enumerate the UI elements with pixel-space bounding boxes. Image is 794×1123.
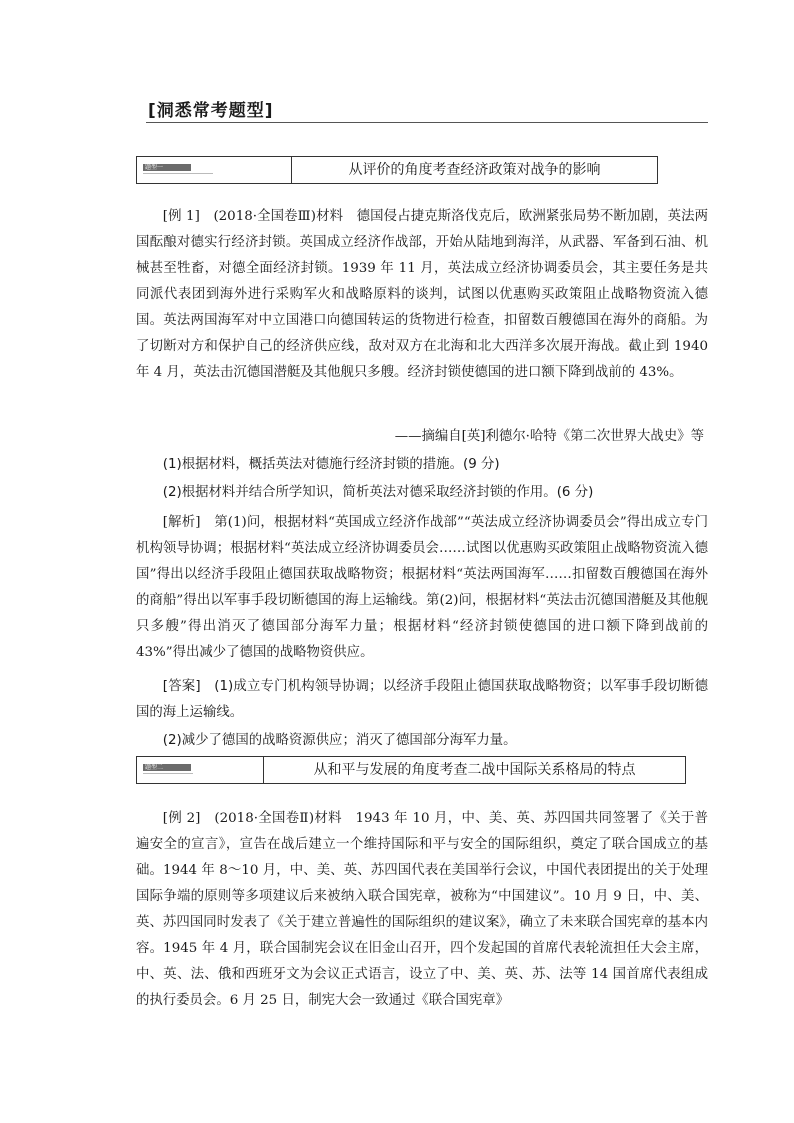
tag-underline bbox=[143, 173, 213, 174]
example-1-answer-1: [答案] (1)成立专门机构领导协调；以经济手段阻止德国获取战略物资；以军事手段切断德国的海上运输线。 bbox=[136, 679, 708, 720]
section-title: [洞悉常考题型] bbox=[148, 101, 274, 121]
topic-tag-cell-1 bbox=[137, 157, 292, 183]
example-1-question-2: (2)根据材料并结合所学知识，简析英法对德采取经济封锁的作用。(6 分) bbox=[162, 485, 594, 500]
tag-underline bbox=[143, 773, 193, 774]
topic-tag-1: 题型一 bbox=[143, 164, 191, 171]
topic-title-1: 从评价的角度考查经济政策对战争的影响 bbox=[348, 162, 601, 178]
example-1-source: ——摘编自[英]利德尔·哈特《第二次世界大战史》等 bbox=[394, 429, 704, 444]
topic-box-1 bbox=[136, 156, 658, 184]
topic-tag-2: 题型二 bbox=[143, 764, 191, 771]
example-1-material: [例 1] (2018·全国卷Ⅲ)材料 德国侵占捷克斯洛伐克后，欧洲紧张局势不断加剧，英法两国酝酿对德实行经济封锁。英国成立经济作战部，开始从陆地到海洋，从武器、军备到石油、机械甚至牲畜，对德全面经济封锁。1939 年 11 月，英法成立经济协调委员会，其主要任务是共同派代表团到海外进行采购军火和战略原料的谈判，试图以优惠购买政策阻止战略物资流入德国。英法两国海军对中立国港口向德国转运的货物进行检查，扣留数百艘德国在海外的商船。为了切断对方和保护自己的经济供应线，敌对双方在北海和北大西洋多次展开海战。截止到 1940 年 4 月，英法击沉德国潜艇及其他舰只多艘。经济封锁使德国的进口额下降到战前的 43%。 bbox=[136, 209, 708, 380]
example-1-answer-2: (2)减少了德国的战略资源供应；消灭了德国部分海军力量。 bbox=[162, 733, 517, 748]
topic-box-2 bbox=[136, 756, 686, 784]
example-2-material: [例 2] (2018·全国卷Ⅱ)材料 1943 年 10 月，中、美、英、苏四国共同签署了《关于普遍安全的宣言》，宣告在战后建立一个维持国际和平与安全的国际组织，奠定了联合国成立的基础。1944 年 8～10 月，中、美、英、苏四国代表在美国举行会议，中国代表团提出的关于处理国际争端的原则等多项建议后来被纳入联合国宪章，被称为“中国建议”。10 月 9 日，中、美、英、苏四国同时发表了《关于建立普遍性的国际组织的建议案》，确立了未来联合国宪章的基本内容。1945 年 4 月，联合国制宪会议在旧金山召开，四个发起国的首席代表轮流担任大会主席，中、英、法、俄和西班牙文为会议正式语言，设立了中、美、英、苏、法等 14 国首席代表组成的执行委员会。6 月 25 日，制宪大会一致通过《联合国宪章》 bbox=[136, 811, 708, 1008]
section-header bbox=[146, 96, 708, 123]
topic-tag-cell-2 bbox=[137, 757, 264, 783]
example-1-analysis: [解析] 第(1)问，根据材料“英国成立经济作战部”“英法成立经济协调委员会”得出成立专门机构领导协调；根据材料“英法成立经济协调委员会……试图以优惠购买政策阻止战略物资流入德国”得出以经济手段阻止德国获取战略物资；根据材料“英法两国海军……扣留数百艘德国在海外的商船”得出以军事手段切断德国的海上运输线。第(2)问，根据材料“英法击沉德国潜艇及其他舰只多艘”得出消灭了德国部分海军力量；根据材料“经济封锁使德国的进口额下降到战前的 43%”得出减少了德国的战略物资供应。 bbox=[136, 515, 708, 660]
example-1-question-1: (1)根据材料，概括英法对德施行经济封锁的措施。(9 分) bbox=[162, 457, 500, 472]
topic-title-2: 从和平与发展的角度考查二战中国际关系格局的特点 bbox=[313, 762, 636, 778]
